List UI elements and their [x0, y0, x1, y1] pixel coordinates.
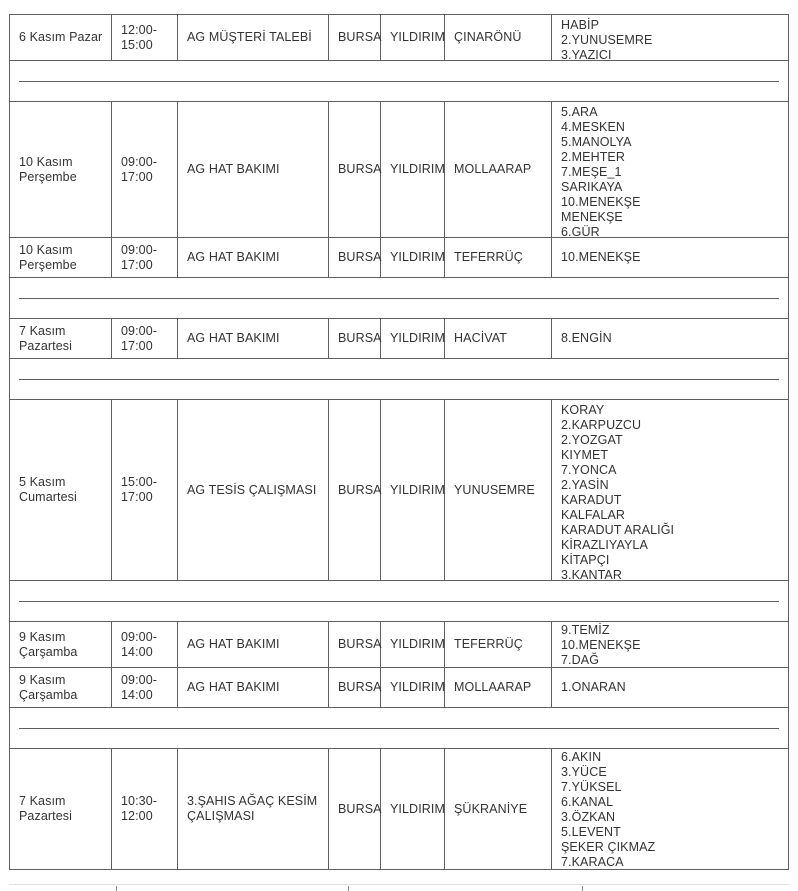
streets-cell: [552, 622, 788, 667]
street-item: 6.AKIN: [561, 750, 602, 764]
district-cell: YILDIRIM: [381, 238, 445, 277]
streets-cell: [552, 102, 788, 237]
district-cell: YILDIRIM: [381, 400, 445, 580]
time-cell: 09:00- 17:00: [112, 102, 178, 237]
separator-row: [9, 278, 789, 319]
province-cell: BURSA: [329, 15, 381, 60]
street-item: 7.DAĞ: [561, 653, 600, 667]
district-cell: YILDIRIM: [381, 102, 445, 237]
province-cell: BURSA: [329, 668, 381, 707]
street-item: KIYMET: [561, 448, 609, 462]
street-item: 6.KANAL: [561, 795, 614, 809]
street-item: 1.ONARAN: [561, 680, 626, 694]
street-item: 3.ÖZKAN: [561, 810, 616, 824]
table-row: [9, 102, 789, 238]
table-row: [9, 668, 789, 708]
street-item: 3.YÜCE: [561, 765, 607, 779]
neighborhood-cell: MOLLAARAP: [445, 102, 552, 237]
neighborhood-cell: HACİVAT: [445, 319, 552, 358]
province-cell: BURSA: [329, 102, 381, 237]
street-item: 10.MENEKŞE: [561, 638, 641, 652]
neighborhood-cell: ÇINARÖNÜ: [445, 15, 552, 60]
street-item: 7.YONCA: [561, 463, 617, 477]
streets-cell: [552, 668, 788, 707]
streets-cell: [552, 15, 788, 60]
table-row: [9, 319, 789, 359]
work-type-cell: 3.ŞAHIS AĞAÇ KESİM ÇALIŞMASI: [178, 749, 329, 869]
date-cell: 5 Kasım Cumartesi: [10, 400, 112, 580]
column-divider-fragment: [116, 886, 117, 891]
district-cell: YILDIRIM: [381, 668, 445, 707]
work-type-cell: AG HAT BAKIMI: [178, 622, 329, 667]
street-item: 10.MENEKŞE: [561, 250, 641, 264]
time-cell: 09:00- 17:00: [112, 319, 178, 358]
street-item: 5.LEVENT: [561, 825, 621, 839]
street-item: 2.YOZGAT: [561, 433, 623, 447]
date-cell: 9 Kasım Çarşamba: [10, 668, 112, 707]
street-item: KİTAPÇI: [561, 553, 610, 567]
separator-line: [19, 298, 779, 299]
separator-row: [9, 61, 789, 102]
province-cell: BURSA: [329, 400, 381, 580]
table-row: [9, 14, 789, 61]
street-item: KALFALAR: [561, 508, 626, 522]
streets-cell: [552, 400, 788, 580]
street-item: 2.KARPUZCU: [561, 418, 642, 432]
separator-line: [19, 81, 779, 82]
neighborhood-cell: MOLLAARAP: [445, 668, 552, 707]
time-cell: 09:00- 14:00: [112, 622, 178, 667]
street-item: 7.MEŞE_1: [561, 165, 622, 179]
province-cell: BURSA: [329, 622, 381, 667]
table-row: [9, 622, 789, 668]
work-type-cell: AG HAT BAKIMI: [178, 238, 329, 277]
time-cell: 09:00- 14:00: [112, 668, 178, 707]
street-item: KARADUT: [561, 493, 622, 507]
separator-row: [9, 359, 789, 400]
street-item: 5.MANOLYA: [561, 135, 632, 149]
date-cell: 7 Kasım Pazartesi: [10, 319, 112, 358]
work-type-cell: AG HAT BAKIMI: [178, 319, 329, 358]
province-cell: BURSA: [329, 238, 381, 277]
street-item: 4.MESKEN: [561, 120, 626, 134]
streets-cell: [552, 749, 788, 869]
streets-cell: [552, 319, 788, 358]
separator-row: [9, 708, 789, 749]
neighborhood-cell: TEFERRÜÇ: [445, 622, 552, 667]
street-item: 8.ENGİN: [561, 331, 612, 345]
power-outage-schedule-table: [9, 14, 789, 870]
street-item: 3.KANTAR: [561, 568, 622, 582]
street-item: 3.YAZICI: [561, 48, 612, 62]
street-item: KORAY: [561, 403, 605, 417]
street-item: 10.MENEKŞE: [561, 195, 641, 209]
column-divider-fragment: [348, 886, 349, 891]
district-cell: YILDIRIM: [381, 15, 445, 60]
date-cell: 10 Kasım Perşembe: [10, 102, 112, 237]
separator-row: [9, 581, 789, 622]
street-item: 9.TEMİZ: [561, 623, 610, 637]
neighborhood-cell: YUNUSEMRE: [445, 400, 552, 580]
table-row: [9, 400, 789, 581]
streets-cell: [552, 238, 788, 277]
next-row-border: [9, 884, 789, 885]
street-item: 7.YÜKSEL: [561, 780, 622, 794]
street-item: MENEKŞE: [561, 210, 623, 224]
street-item: 5.ARA: [561, 105, 598, 119]
separator-line: [19, 601, 779, 602]
time-cell: 12:00- 15:00: [112, 15, 178, 60]
street-item: 7.KARACA: [561, 855, 624, 869]
work-type-cell: AG MÜŞTERİ TALEBİ: [178, 15, 329, 60]
street-item: 2.MEHTER: [561, 150, 626, 164]
street-item: 2.YUNUSEMRE: [561, 33, 653, 47]
separator-line: [19, 728, 779, 729]
time-cell: 15:00- 17:00: [112, 400, 178, 580]
date-cell: 9 Kasım Çarşamba: [10, 622, 112, 667]
time-cell: 10:30- 12:00: [112, 749, 178, 869]
table-row: [9, 238, 789, 278]
separator-line: [19, 379, 779, 380]
table-row: [9, 749, 789, 870]
neighborhood-cell: TEFERRÜÇ: [445, 238, 552, 277]
province-cell: BURSA: [329, 749, 381, 869]
street-item: 6.GÜR: [561, 225, 600, 239]
street-item: ŞEKER ÇIKMAZ: [561, 840, 656, 854]
time-cell: 09:00- 17:00: [112, 238, 178, 277]
district-cell: YILDIRIM: [381, 749, 445, 869]
street-item: KİRAZLIYAYLA: [561, 538, 648, 552]
work-type-cell: AG HAT BAKIMI: [178, 102, 329, 237]
work-type-cell: AG TESİS ÇALIŞMASI: [178, 400, 329, 580]
neighborhood-cell: ŞÜKRANİYE: [445, 749, 552, 869]
work-type-cell: AG HAT BAKIMI: [178, 668, 329, 707]
district-cell: YILDIRIM: [381, 319, 445, 358]
street-item: HABİP: [561, 18, 600, 32]
date-cell: 7 Kasım Pazartesi: [10, 749, 112, 869]
province-cell: BURSA: [329, 319, 381, 358]
district-cell: YILDIRIM: [381, 622, 445, 667]
date-cell: 6 Kasım Pazar: [10, 15, 112, 60]
street-item: 2.YASİN: [561, 478, 609, 492]
column-divider-fragment: [582, 886, 583, 891]
street-item: KARADUT ARALIĞI: [561, 523, 675, 537]
date-cell: 10 Kasım Perşembe: [10, 238, 112, 277]
street-item: SARIKAYA: [561, 180, 623, 194]
